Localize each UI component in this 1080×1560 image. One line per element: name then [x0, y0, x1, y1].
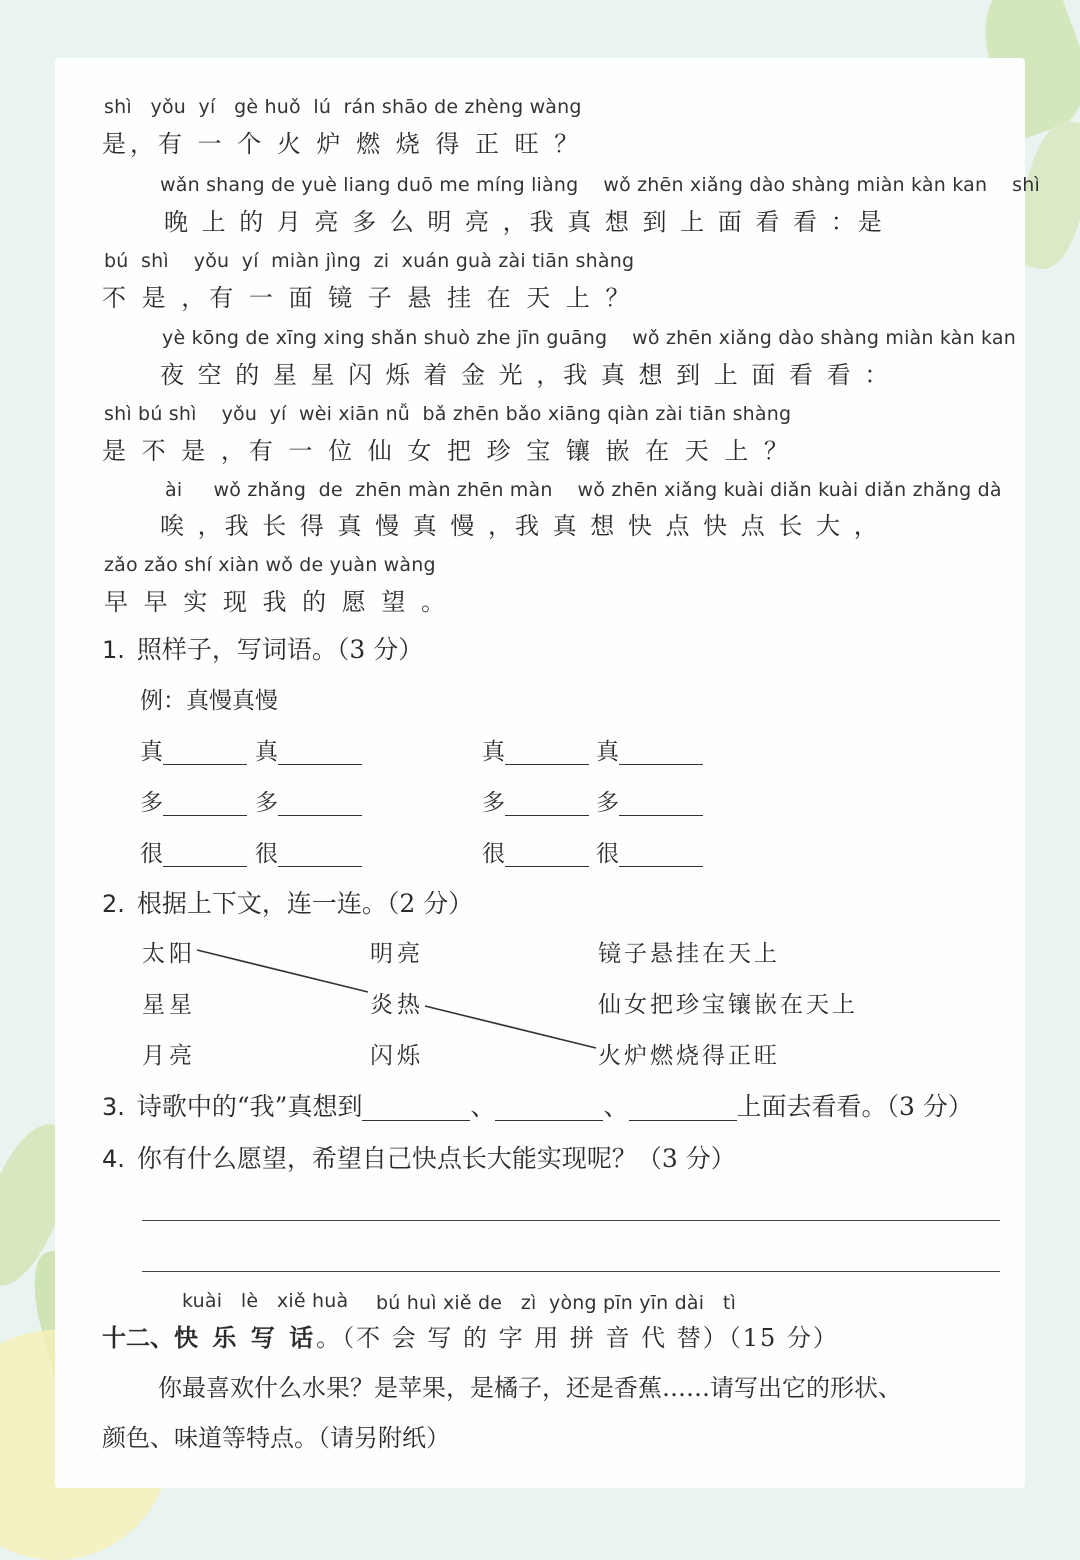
pinyin-line: kuài lè xiě huà — [182, 1290, 349, 1312]
pinyin-line: wǎn shang de yuè liang duō me míng liàng wǒ zhēn xiǎng dào shàng miàn kàn kan shì — [160, 174, 1040, 196]
pinyin-line: yè kōng de xīng xing shǎn shuò zhe jīn guāng wǒ zhēn xiǎng dào shàng miàn kàn kan — [162, 327, 1017, 349]
match-line — [425, 1006, 596, 1048]
pinyin-line: zǎo zǎo shí xiàn wǒ de yuàn wàng — [104, 554, 436, 576]
section-label: 十二、 — [102, 1323, 174, 1352]
fill-blank-pair: 很 — [140, 835, 247, 868]
match-subject[interactable]: 星星 — [142, 992, 196, 1018]
fill-blank-pair: 真 — [255, 733, 362, 766]
fill-blank-pair: 很 — [482, 835, 589, 868]
question-text: 上面去看看。（3 分） — [736, 1092, 973, 1121]
question-4 — [102, 1139, 736, 1175]
question-text: 诗歌中的“我”真想到 — [136, 1092, 363, 1121]
match-line — [197, 950, 368, 992]
question-number: 3. — [102, 1093, 125, 1121]
poem-line: 是，有 一 个 火 炉 燃 烧 得 正 旺 ？ — [102, 130, 583, 158]
fill-blank-pair: 多 — [596, 784, 703, 817]
fill-blank-pair: 很 — [255, 835, 362, 868]
section-12-body: 你最喜欢什么水果？是苹果，是橘子，还是香蕉……请写出它的形状、 — [158, 1374, 902, 1402]
answer-line[interactable] — [142, 1271, 1000, 1272]
fill-blank-pair: 多 — [140, 784, 247, 817]
poem-line: 唉 ，我 长 得 真 慢 真 慢 ，我 真 想 快 点 快 点 长 大 ， — [160, 512, 881, 540]
match-adjective[interactable]: 炎热 — [370, 992, 424, 1018]
answer-blank[interactable] — [629, 1096, 737, 1121]
question-number: 4. — [102, 1145, 125, 1173]
question-text: 根据上下文，连一连。（2 分） — [136, 889, 474, 918]
section-12-body: 颜色、味道等特点。（请另附纸） — [102, 1424, 450, 1452]
question-number: 2. — [102, 890, 125, 918]
pinyin-line: shì bú shì yǒu yí wèi xiān nǚ bǎ zhēn bǎo xiāng qiàn zài tiān shàng — [104, 403, 792, 425]
question-1-example: 例：真慢真慢 — [140, 688, 278, 714]
match-description[interactable]: 火炉燃烧得正旺 — [598, 1043, 780, 1069]
section-note: 。（不 会 写 的 字 用 拼 音 代 替）（15 分） — [316, 1324, 839, 1352]
answer-blank[interactable] — [362, 1096, 470, 1121]
poem-line: 夜 空 的 星 星 闪 烁 着 金 光 ，我 真 想 到 上 面 看 看 ： — [160, 361, 892, 389]
match-description[interactable]: 镜子悬挂在天上 — [598, 941, 780, 967]
fill-blank-pair: 真 — [482, 733, 589, 766]
fill-blank-pair: 多 — [482, 784, 589, 817]
pinyin-line: bú shì yǒu yí miàn jìng zi xuán guà zài tiān shàng — [104, 250, 635, 272]
poem-line: 晚 上 的 月 亮 多 么 明 亮 ，我 真 想 到 上 面 看 看 ：是 — [164, 208, 885, 236]
match-adjective[interactable]: 明亮 — [370, 941, 424, 967]
question-text: 照样子，写词语。（3 分） — [136, 635, 424, 664]
section-12-title — [102, 1318, 839, 1353]
question-number: 1. — [102, 636, 125, 664]
pinyin-line: bú huì xiě de zì yòng pīn yīn dài tì — [376, 1292, 737, 1314]
answer-line[interactable] — [142, 1220, 1000, 1221]
match-description[interactable]: 仙女把珍宝镶嵌在天上 — [598, 992, 858, 1018]
match-subject[interactable]: 太阳 — [142, 941, 196, 967]
question-text: 你有什么愿望，希望自己快点长大能实现呢？（3 分） — [136, 1144, 736, 1173]
pinyin-line: ài wǒ zhǎng de zhēn màn zhēn màn wǒ zhēn xiǎng kuài diǎn kuài diǎn zhǎng dà — [165, 479, 1002, 501]
question-3: 3. 诗歌中的“我”真想到 、 、 上面去看看。（3 分） — [102, 1092, 973, 1121]
poem-line: 是 不 是 ，有 一 位 仙 女 把 珍 宝 镶 嵌 在 天 上 ？ — [102, 437, 793, 465]
answer-blank[interactable] — [495, 1096, 603, 1121]
match-adjective[interactable]: 闪烁 — [370, 1043, 424, 1069]
pinyin-line: shì yǒu yí gè huǒ lú rán shāo de zhèng wàng — [104, 96, 582, 118]
fill-blank-pair: 很 — [596, 835, 703, 868]
poem-line: 不 是 ，有 一 面 镜 子 悬 挂 在 天 上 ？ — [102, 284, 634, 312]
poem-line: 早 早 实 现 我 的 愿 望 。 — [104, 588, 450, 616]
fill-blank-pair: 多 — [255, 784, 362, 817]
fill-blank-pair: 真 — [596, 733, 703, 766]
section-title: 快 乐 写 话 — [174, 1323, 317, 1352]
fill-blank-pair: 真 — [140, 733, 247, 766]
match-subject[interactable]: 月亮 — [142, 1043, 196, 1069]
